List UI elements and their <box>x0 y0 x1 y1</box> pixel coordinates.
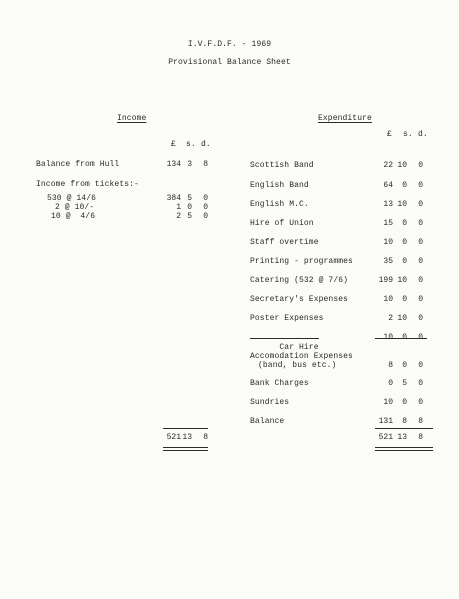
expenditure-shillings: 0 <box>402 238 407 247</box>
income-label: 10 @ 4/6 <box>51 212 96 221</box>
expenditure-label: Scottish Band <box>250 161 314 170</box>
strike-line <box>375 338 427 339</box>
income-pounds-header: £ <box>171 140 176 149</box>
expenditure-pence: 0 <box>418 361 423 370</box>
expenditure-shillings: 5 <box>402 379 407 388</box>
income-shillings: 5 <box>187 212 192 221</box>
expenditure-shillings: 0 <box>402 361 407 370</box>
income-shillings: 0 <box>187 203 192 212</box>
expenditure-pence-header: d. <box>418 130 428 139</box>
expenditure-pence: 0 <box>418 379 423 388</box>
expenditure-pounds: 13 <box>383 200 393 209</box>
expenditure-pence: 0 <box>418 295 423 304</box>
expenditure-label: Hire of Union <box>250 219 314 228</box>
expenditure-total-pence: 8 <box>418 433 423 442</box>
expenditure-pounds: 22 <box>383 161 393 170</box>
expenditure-pence: 0 <box>418 238 423 247</box>
expenditure-label: Balance <box>250 417 285 426</box>
expenditure-total-shillings: 13 <box>397 433 407 442</box>
income-shillings-header: s. <box>186 140 196 149</box>
expenditure-pounds: 10 <box>383 333 393 342</box>
income-pence-header: d. <box>201 140 211 149</box>
expenditure-pounds: 64 <box>383 181 393 190</box>
income-pounds: 2 <box>176 212 181 221</box>
expenditure-struck-amount <box>367 333 433 343</box>
income-pence: 0 <box>203 203 208 212</box>
expenditure-label-continued: (band, bus etc.) <box>258 361 337 370</box>
expenditure-pence: 8 <box>418 417 423 426</box>
expenditure-label: Secretary's Expenses <box>250 295 349 304</box>
expenditure-shillings: 10 <box>397 314 407 323</box>
expenditure-pounds: 131 <box>378 417 393 426</box>
income-total-shillings: 13 <box>182 433 192 442</box>
income-pence: 8 <box>203 160 208 169</box>
expenditure-label: English Band <box>250 181 309 190</box>
expenditure-label: Accomodation Expenses <box>250 352 353 361</box>
document-title: I.V.F.D.F. - 1969 <box>187 40 272 49</box>
expenditure-total-pounds: 521 <box>378 433 393 442</box>
expenditure-total-rule-double-2 <box>375 450 433 451</box>
expenditure-pence: 0 <box>418 333 423 342</box>
income-pounds: 384 <box>166 194 181 203</box>
expenditure-shillings: 0 <box>402 181 407 190</box>
strike-line <box>250 338 319 339</box>
expenditure-pounds: 0 <box>388 379 393 388</box>
expenditure-shillings: 0 <box>402 333 407 342</box>
expenditure-shillings: 0 <box>402 295 407 304</box>
income-total-pounds: 521 <box>166 433 181 442</box>
income-shillings: 5 <box>187 194 192 203</box>
expenditure-pence: 0 <box>418 257 423 266</box>
expenditure-pounds: 15 <box>383 219 393 228</box>
expenditure-shillings: 10 <box>397 200 407 209</box>
expenditure-pounds: 10 <box>383 295 393 304</box>
expenditure-pence: 0 <box>418 398 423 407</box>
expenditure-pounds: 2 <box>388 314 393 323</box>
expenditure-heading: Expenditure <box>318 114 372 123</box>
expenditure-label: Sundries <box>250 398 290 407</box>
expenditure-shillings: 0 <box>402 257 407 266</box>
income-total-rule-double-2 <box>163 450 208 451</box>
expenditure-label: Poster Expenses <box>250 314 324 323</box>
expenditure-total-rule-double-1 <box>375 447 433 448</box>
expenditure-pounds: 8 <box>388 361 393 370</box>
income-pounds: 134 <box>166 160 181 169</box>
income-shillings: 3 <box>187 160 192 169</box>
income-label: Balance from Hull <box>36 160 120 169</box>
income-label: Income from tickets:- <box>36 180 139 189</box>
expenditure-shillings: 10 <box>397 161 407 170</box>
expenditure-pounds: 35 <box>383 257 393 266</box>
expenditure-shillings: 0 <box>402 398 407 407</box>
expenditure-shillings: 0 <box>402 219 407 228</box>
expenditure-pounds-header: £ <box>387 130 392 139</box>
expenditure-label: Catering (532 @ 7/6) <box>250 276 349 285</box>
expenditure-label: Printing - programmes <box>250 257 353 266</box>
income-total-rule-double-1 <box>163 447 208 448</box>
income-total-rule-top <box>163 428 208 429</box>
expenditure-pence: 0 <box>418 219 423 228</box>
income-pounds: 1 <box>176 203 181 212</box>
income-heading: Income <box>117 114 147 123</box>
income-label: 530 @ 14/6 <box>47 194 97 203</box>
expenditure-label: Car Hire <box>250 333 319 373</box>
expenditure-shillings-header: s. <box>403 130 413 139</box>
document-subtitle: Provisional Balance Sheet <box>168 58 291 67</box>
expenditure-label: Bank Charges <box>250 379 309 388</box>
income-pence: 0 <box>203 194 208 203</box>
expenditure-pence: 0 <box>418 314 423 323</box>
income-pence: 0 <box>203 212 208 221</box>
expenditure-label: Staff overtime <box>250 238 319 247</box>
expenditure-shillings: 10 <box>397 276 407 285</box>
expenditure-pence: 0 <box>418 276 423 285</box>
income-label: 2 @ 10/- <box>55 203 95 212</box>
expenditure-label: English M.C. <box>250 200 309 209</box>
expenditure-pounds: 10 <box>383 238 393 247</box>
expenditure-pounds: 199 <box>378 276 393 285</box>
expenditure-pounds: 10 <box>383 398 393 407</box>
expenditure-shillings: 8 <box>402 417 407 426</box>
expenditure-total-rule-top <box>375 428 433 429</box>
income-total-pence: 8 <box>203 433 208 442</box>
expenditure-pence: 0 <box>418 200 423 209</box>
expenditure-pence: 0 <box>418 181 423 190</box>
expenditure-pence: 0 <box>418 161 423 170</box>
